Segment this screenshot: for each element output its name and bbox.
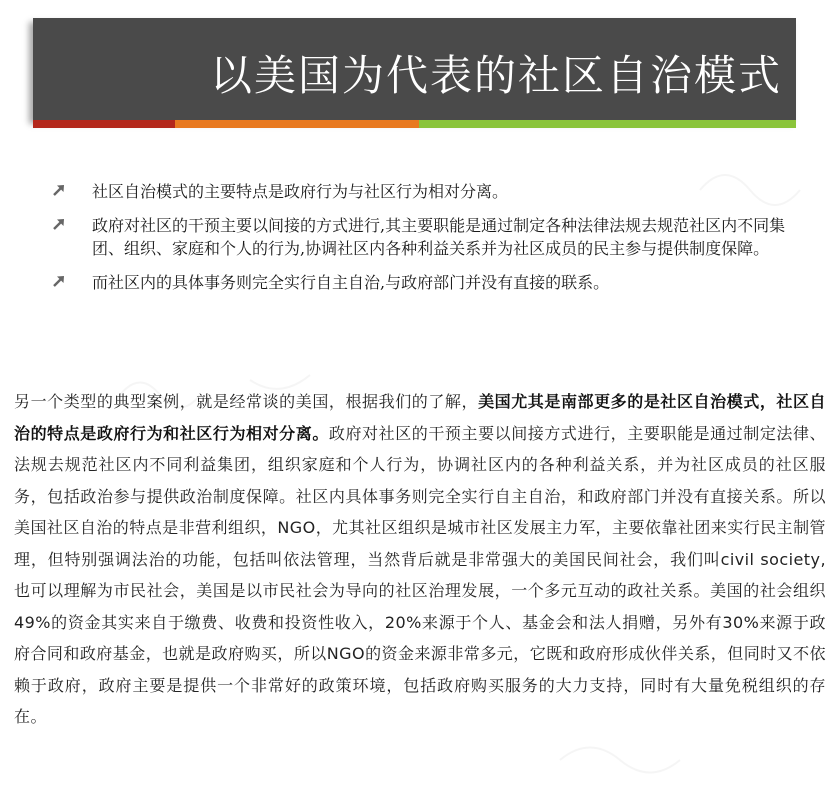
bullet-text: 社区自治模式的主要特点是政府行为与社区行为相对分离。: [92, 182, 509, 201]
bullet-item: [50, 214, 790, 260]
strip-red-segment: [33, 120, 175, 128]
slide-title: 以美国为代表的社区自治模式: [209, 51, 782, 100]
slide-title-bar: [33, 18, 796, 120]
strip-orange-segment: [175, 120, 419, 128]
bullet-item: [50, 271, 790, 294]
bullet-text: 而社区内的具体事务则完全实行自主自治,与政府部门并没有直接的联系。: [92, 273, 610, 292]
arrow-up-right-icon: [52, 183, 66, 197]
bullet-text: 政府对社区的干预主要以间接的方式进行,其主要职能是通过制定各种法律法规去规范社区内不同集团、组织、家庭和个人的行为,协调社区内各种利益关系并为社区成员的民主参与提供制度保障。: [92, 216, 786, 258]
article-body: 政府对社区的干预主要以间接方式进行，主要职能是通过制定法律、法规去规范社区内不同利益集团，组织家庭和个人行为，协调社区内的各种利益关系，并为社区成员的社区服务，包括政治参与提供政治制度保障。社区内具体事务则完全实行自主自治，和政府部门并没有直接关系。所以美国社区自治的特点是非营利组织，NGO，尤其社区组织是城市社区发展主力军，主要依靠社团来实行民主制管理，但特别强调法治的功能，包括叫依法管理，当然背后就是非常强大的美国民间社会，我们叫civil society,也可以理解为市民社会，美国是以市民社会为导向的社区治理发展，一个多元互动的政社关系。美国的社会组织49%的资金其实来自于缴费、收费和投资性收入，20%来源于个人、基金会和法人捐赠，另外有30%来源于政府合同和政府基金，也就是政府购买，所以NGO的资金来源非常多元，它既和政府形成伙伴关系，但同时又不依赖于政府，政府主要是提供一个非常好的政策环境，包括政府购买服务的大力支持，同时有大量免税组织的存在。: [14, 423, 826, 726]
arrow-up-right-icon: [52, 217, 66, 231]
article-paragraph: [14, 386, 826, 733]
article-intro: 另一个类型的典型案例，就是经常谈的美国，根据我们的了解，: [14, 392, 479, 411]
presentation-slide: [0, 0, 837, 358]
strip-green-segment: [419, 120, 796, 128]
slide-bullet-list: [50, 180, 790, 305]
accent-color-strip: [33, 120, 796, 128]
bullet-item: [50, 180, 790, 203]
article-emphasis: 美国尤其是南部更多的是社区自治模式，社区自治的特点是政府行为和社区行为相对分离。: [14, 392, 827, 443]
arrow-up-right-icon: [52, 274, 66, 288]
